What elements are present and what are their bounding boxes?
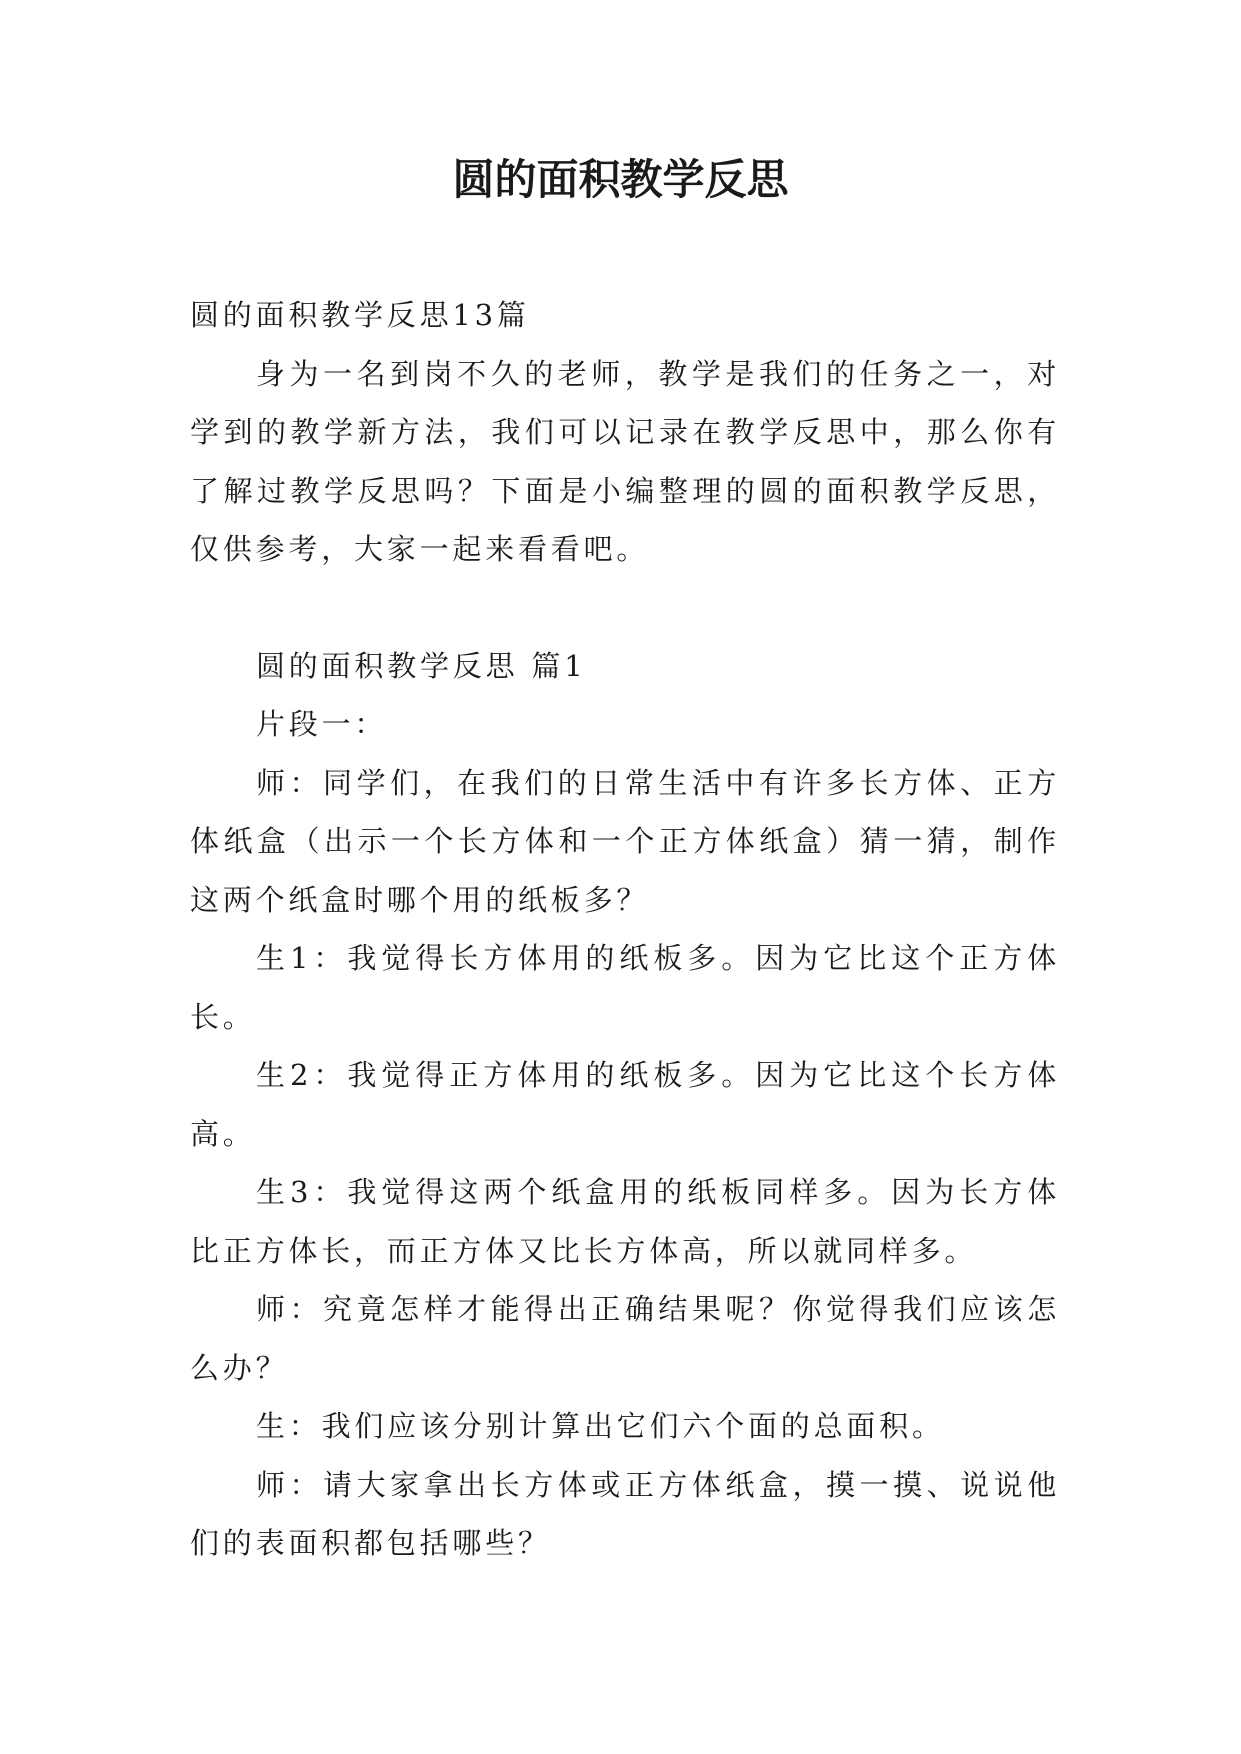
document-body xyxy=(190,286,1060,1573)
paragraph-gap xyxy=(190,579,1060,637)
intro-paragraph: 身为一名到岗不久的老师，教学是我们的任务之一，对学到的教学新方法，我们可以记录在教学反思中，那么你有了解过教学反思吗？下面是小编整理的圆的面积教学反思，仅供参考，大家一起来看看吧。 xyxy=(190,356,1060,566)
document-title: 圆的面积教学反思 xyxy=(452,155,789,204)
document-subtitle: 圆的面积教学反思13篇 xyxy=(190,298,530,332)
body-paragraph: 师：同学们，在我们的日常生活中有许多长方体、正方体纸盒（出示一个长方体和一个正方体纸盒）猜一猜，制作这两个纸盒时哪个用的纸板多？ xyxy=(190,765,1060,917)
body-paragraph: 师：请大家拿出长方体或正方体纸盒，摸一摸、说说他们的表面积都包括哪些？ xyxy=(190,1467,1060,1560)
body-paragraph: 师：究竟怎样才能得出正确结果呢？你觉得我们应该怎么办？ xyxy=(190,1292,1060,1385)
body-paragraph: 生：我们应该分别计算出它们六个面的总面积。 xyxy=(256,1409,945,1443)
body-paragraph: 生1：我觉得长方体用的纸板多。因为它比这个正方体长。 xyxy=(190,941,1060,1034)
body-paragraph: 生3：我觉得这两个纸盒用的纸板同样多。因为长方体比正方体长，而正方体又比长方体高，所以就同样多。 xyxy=(190,1175,1060,1268)
body-paragraph: 片段一： xyxy=(256,707,388,741)
section-heading: 圆的面积教学反思 篇1 xyxy=(256,648,587,683)
body-paragraph: 生2：我觉得正方体用的纸板多。因为它比这个长方体高。 xyxy=(190,1058,1060,1151)
